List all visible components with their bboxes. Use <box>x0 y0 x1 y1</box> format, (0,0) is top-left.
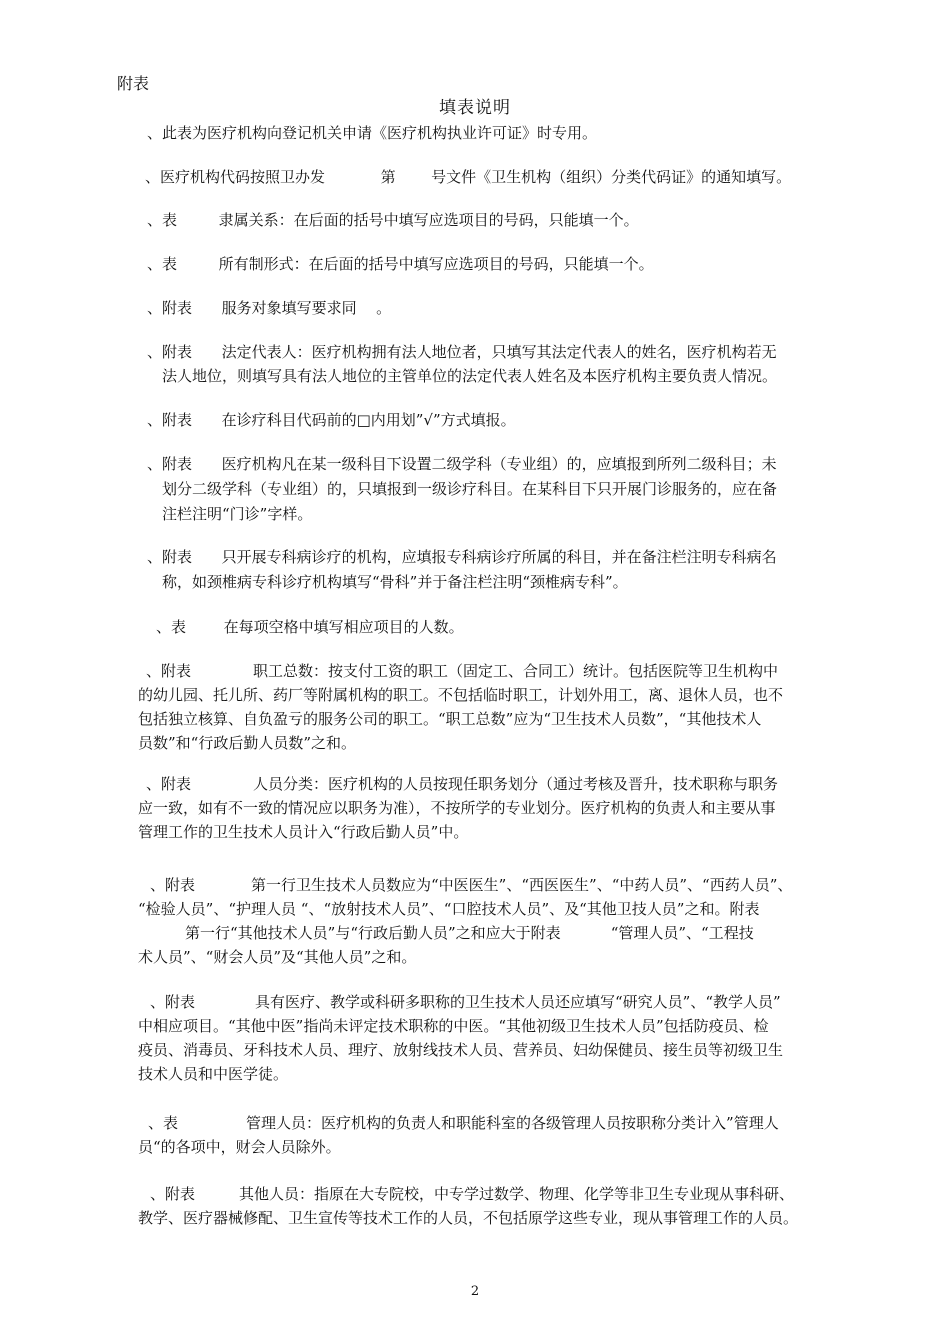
instruction-label: 、表 <box>147 211 178 229</box>
instruction-label: 、附表 <box>147 455 193 473</box>
instruction-text: 技术人员和中医学徒。 <box>138 1065 289 1083</box>
instruction-label: 、附表 <box>147 548 193 566</box>
instruction-item-7 <box>147 408 516 432</box>
instruction-text: “管理人员”、“工程技 <box>610 924 754 942</box>
page-number: 2 <box>470 1284 480 1299</box>
instruction-text: 第 <box>380 168 396 186</box>
instruction-text: 。 <box>376 299 392 317</box>
instruction-text: 注栏注明“门诊”字样。 <box>162 505 313 523</box>
instruction-text: 教学、医疗器械修配、卫生宣传等技术工作的人员，不包括原学这些专业，现从事管理工作的人员。 <box>138 1209 799 1227</box>
instruction-paragraph-13 <box>138 873 853 969</box>
instruction-item-9 <box>147 545 777 569</box>
instruction-label: 、附表 <box>146 662 192 680</box>
instruction-text: 医疗机构凡在某一级科目下设置二级学科（专业组）的，应填报到所列二级科目；未 <box>221 455 777 473</box>
page-title: 填表说明 <box>439 98 511 118</box>
instruction-item-5 <box>147 296 391 320</box>
instruction-item-6 <box>147 340 777 364</box>
instruction-paragraph-14 <box>138 990 853 1086</box>
instruction-text: 管理工作的卫生技术人员计入“行政后勤人员”中。 <box>138 823 469 841</box>
instruction-item-3 <box>147 208 639 232</box>
instruction-text: 只开展专科病诊疗的机构，应填报专科病诊疗所属的科目，并在备注栏注明专科病名 <box>221 548 777 566</box>
instruction-text: 员数”和“行政后勤人员数”之和。 <box>138 734 357 752</box>
instruction-label: 、附表 <box>147 299 193 317</box>
instruction-item-1 <box>147 121 597 145</box>
instruction-text: 法人地位，则填写具有法人地位的主管单位的法定代表人姓名及本医疗机构主要负责人情况。 <box>162 367 778 385</box>
instruction-label: 、附表 <box>150 876 196 894</box>
instruction-item-9-cont <box>162 570 628 594</box>
instruction-text: 、医疗机构代码按照卫办发 <box>145 168 326 186</box>
instruction-label: 、附表 <box>147 343 193 361</box>
instruction-label: 、表 <box>147 255 178 273</box>
instruction-text: “检验人员”、“护理人员 “、“放射技术人员”、“口腔技术人员”、及“其他卫技人员”之和。附表 <box>138 900 760 918</box>
instruction-label: 、附表 <box>150 993 196 1011</box>
instruction-text: 称，如颈椎病专科诊疗机构填写“骨科”并于备注栏注明“颈椎病专科”。 <box>162 573 628 591</box>
instruction-text: 中相应项目。“其他中医”指尚未评定技术职称的中医。“其他初级卫生技术人员”包括防疫员、检 <box>138 1017 769 1035</box>
instruction-text: 法定代表人：医疗机构拥有法人地位者，只填写其法定代表人的姓名，医疗机构若无 <box>221 343 777 361</box>
instruction-text: 具有医疗、教学或科研多职称的卫生技术人员还应填写“研究人员”、“教学人员” <box>255 993 781 1011</box>
instruction-text: 所有制形式：在后面的括号中填写应选项目的号码，只能填一个。 <box>218 255 654 273</box>
instruction-label: 、附表 <box>147 411 193 429</box>
instruction-text: 其他人员：指原在大专院校，中专学过数学、物理、化学等非卫生专业现从事科研、 <box>239 1185 795 1203</box>
instruction-text: 、此表为医疗机构向登记机关申请《医疗机构执业许可证》时专用。 <box>147 124 598 142</box>
instruction-paragraph-11 <box>138 659 853 755</box>
instruction-text: 应一致，如有不一致的情况应以职务为准），不按所学的专业划分。医疗机构的负责人和主要从事 <box>138 799 776 817</box>
instruction-text: 的幼儿园、托儿所、药厂等附属机构的职工。不包括临时职工，计划外用工，离、退休人员，也不 <box>138 686 784 704</box>
instruction-item-10 <box>156 615 464 639</box>
instruction-text: 员“的各项中，财会人员除外。 <box>138 1138 341 1156</box>
instruction-text: 划分二级学科（专业组）的，只填报到一级诊疗科目。在某科目下只开展门诊服务的，应在备 <box>162 480 778 498</box>
instruction-text: 职工总数：按支付工资的职工（固定工、合同工）统计。包括医院等卫生机构中 <box>253 662 779 680</box>
instruction-label: 、表 <box>148 1114 179 1132</box>
instruction-label: 、附表 <box>150 1185 196 1203</box>
instruction-item-2 <box>145 165 791 189</box>
instruction-text: 第一行“其他技术人员”与“行政后勤人员”之和应大于附表 <box>185 924 561 942</box>
instruction-text: 人员分类：医疗机构的人员按现任职务划分（通过考核及晋升，技术职称与职务 <box>253 775 779 793</box>
instruction-text: 第一行卫生技术人员数应为“中医医生”、“西医医生”、“中药人员”、“西药人员”、 <box>251 876 793 894</box>
instruction-text: 管理人员：医疗机构的负责人和职能科室的各级管理人员按职称分类计入”管理人 <box>246 1114 779 1132</box>
instruction-text: 包括独立核算、自负盈亏的服务公司的职工。“职工总数”应为“卫生技术人员数”，“其他技术人 <box>138 710 762 728</box>
instruction-item-6-cont <box>162 364 777 388</box>
instruction-item-8 <box>147 452 777 476</box>
attachment-label: 附表 <box>117 74 150 93</box>
instruction-label: 、表 <box>156 618 187 636</box>
instruction-text: 号文件《卫生机构（组织）分类代码证》的通知填写。 <box>431 168 792 186</box>
instruction-paragraph-16 <box>138 1182 853 1230</box>
instruction-text: 术人员”、“财会人员”及“其他人员”之和。 <box>138 948 417 966</box>
instruction-text: 在每项空格中填写相应项目的人数。 <box>223 618 464 636</box>
instruction-paragraph-15 <box>138 1111 853 1159</box>
instruction-paragraph-12 <box>138 772 853 844</box>
instruction-text: 隶属关系：在后面的括号中填写应选项目的号码，只能填一个。 <box>218 211 639 229</box>
instruction-label: 、附表 <box>146 775 192 793</box>
instruction-text: 服务对象填写要求同 <box>221 299 357 317</box>
instruction-item-8-cont <box>162 502 312 526</box>
instruction-item-4 <box>147 252 654 276</box>
instruction-text: 在诊疗科目代码前的□内用划”√”方式填报。 <box>221 411 516 429</box>
instruction-text: 疫员、消毒员、牙科技术人员、理疗、放射线技术人员、营养员、妇幼保健员、接生员等初级卫生 <box>138 1041 784 1059</box>
instruction-item-8-cont <box>162 477 777 501</box>
